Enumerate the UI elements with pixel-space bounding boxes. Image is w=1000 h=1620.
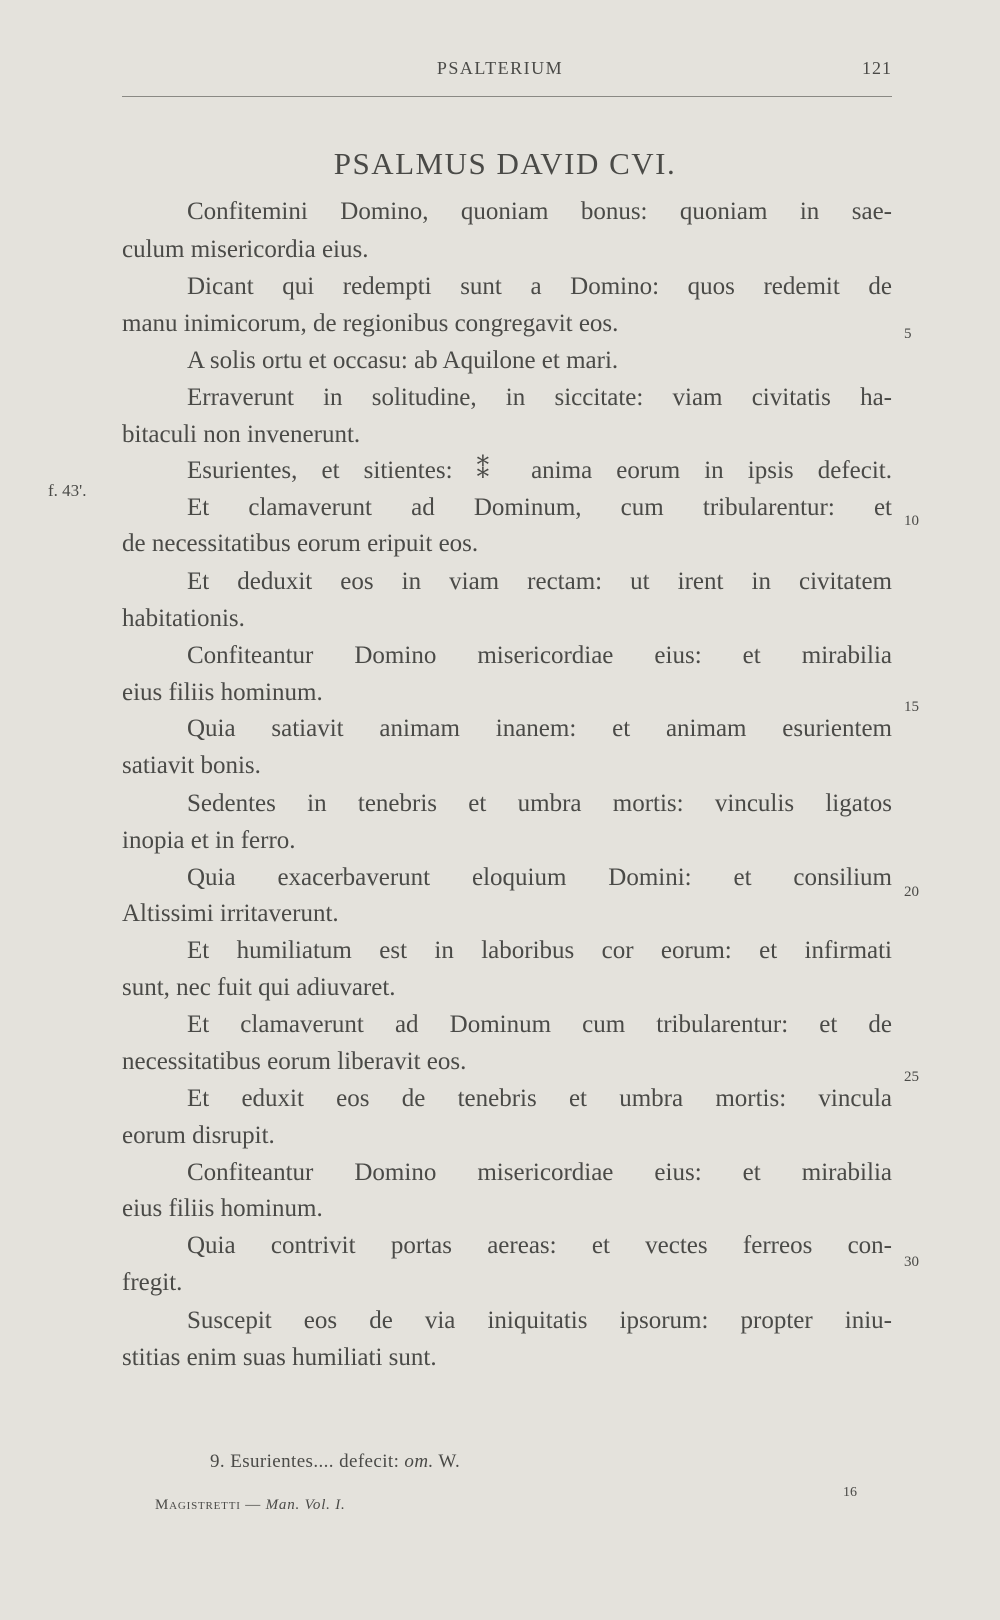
footnote	[210, 1451, 460, 1473]
line-number: 15	[904, 699, 919, 715]
text-line: Quia contrivit portas aereas: et vectes ferreos con-	[187, 1232, 892, 1259]
text-line: bitaculi non invenerunt.	[122, 421, 361, 448]
text-line: Et eduxit eos de tenebris et umbra mortis: vincula	[187, 1085, 892, 1112]
text-line: Esurientes, et sitientes: ⁑ anima eorum in ipsis defecit.	[187, 457, 892, 484]
text-line: Sedentes in tenebris et umbra mortis: vinculis ligatos	[187, 790, 892, 817]
text-line: Confitemini Domino, quoniam bonus: quoniam in sae-	[187, 198, 892, 225]
text-line: eius filiis hominum.	[122, 679, 323, 706]
signature-separator: —	[240, 1497, 266, 1513]
text-line: Quia satiavit animam inanem: et animam esurientem	[187, 715, 892, 742]
text-line: Dicant qui redempti sunt a Domino: quos redemit de	[187, 273, 892, 300]
text-line: habitationis.	[122, 605, 245, 632]
printer-signature	[155, 1497, 346, 1514]
text-line: de necessitatibus eorum eripuit eos.	[122, 530, 479, 557]
line-number: 25	[904, 1069, 919, 1085]
text-line: inopia et in ferro.	[122, 827, 296, 854]
text-line: Et clamaverunt ad Dominum, cum tribularentur: et	[187, 494, 892, 521]
text-line: Et deduxit eos in viam rectam: ut irent in civitatem	[187, 568, 892, 595]
text-line: fregit.	[122, 1269, 183, 1296]
text-line: stitias enim suas humiliati sunt.	[122, 1344, 437, 1371]
header-rule	[122, 96, 892, 97]
psalm-title: PSALMUS DAVID CVI.	[333, 146, 677, 181]
text-line: Et clamaverunt ad Dominum cum tribularentur: et de	[187, 1011, 892, 1038]
text-line: Confiteantur Domino misericordiae eius: et mirabilia	[187, 1159, 892, 1186]
text-line: culum misericordia eius.	[122, 236, 369, 263]
text-line: Confiteantur Domino misericordiae eius: et mirabilia	[187, 642, 892, 669]
running-title: PSALTERIUM	[436, 58, 564, 78]
folio-reference: f. 43'.	[48, 481, 87, 500]
line-number: 10	[904, 513, 919, 529]
text-line: Suscepit eos de via iniquitatis ipsorum: propter iniu-	[187, 1307, 892, 1334]
text-line: Altissimi irritaverunt.	[122, 900, 339, 927]
text-line: Erraverunt in solitudine, in siccitate: viam civitatis ha-	[187, 384, 892, 411]
line-number: 5	[904, 326, 912, 342]
page-number: 121	[862, 58, 892, 78]
text-line: necessitatibus eorum liberavit eos.	[122, 1048, 467, 1075]
text-line: Et humiliatum est in laboribus cor eorum: et infirmati	[187, 937, 892, 964]
text-line: eius filiis hominum.	[122, 1195, 323, 1222]
text-line: satiavit bonis.	[122, 752, 261, 779]
text-line: Quia exacerbaverunt eloquium Domini: et consilium	[187, 864, 892, 891]
text-line: A solis ortu et occasu: ab Aquilone et mari.	[187, 347, 619, 374]
signature-author: Magistretti	[155, 1497, 241, 1513]
text-line: manu inimicorum, de regionibus congregavit eos.	[122, 310, 619, 337]
footnote-abbreviation: om.	[404, 1451, 434, 1472]
line-number: 30	[904, 1254, 919, 1270]
text-line: eorum disrupit.	[122, 1122, 275, 1149]
line-number: 20	[904, 884, 919, 900]
sheet-number: 16	[843, 1485, 857, 1500]
text-line: sunt, nec fuit qui adiuvaret.	[122, 974, 396, 1001]
footnote-text: 9. Esurientes.... defecit:	[210, 1451, 405, 1472]
footnote-siglum: W.	[433, 1451, 461, 1472]
signature-work: Man. Vol. I.	[265, 1497, 346, 1513]
